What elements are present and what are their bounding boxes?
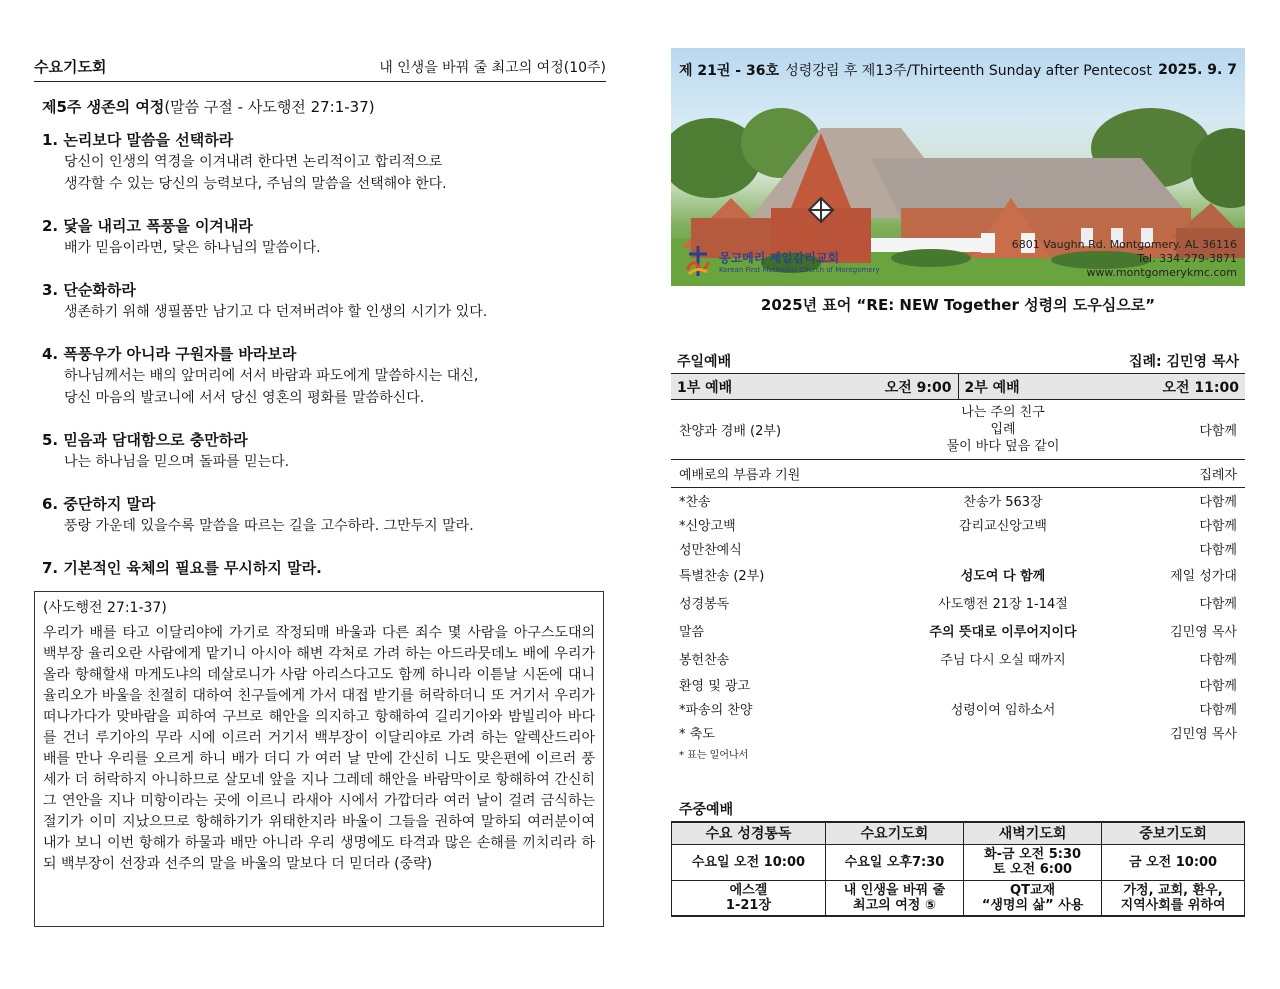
second-service	[958, 374, 1246, 399]
point-heading: 7. 기본적인 육체의 필요를 무시하지 말라.	[42, 559, 322, 577]
first-service-time: 오전 9:00	[884, 379, 952, 396]
praise-songs	[879, 404, 1127, 455]
order-who: 다함께	[1199, 494, 1237, 510]
table-cell: 수요일 오후7:30	[825, 844, 963, 880]
weekday-worship-title: 주중예배	[679, 802, 734, 818]
sermon-point	[42, 429, 606, 473]
order-content: 감리교신앙고백	[959, 518, 1047, 534]
point-body-line: 나는 하나님을 믿으며 돌파를 믿는다.	[64, 454, 290, 470]
order-who: 제일 성가대	[1170, 568, 1237, 584]
order-content: 사도행전 21장 1-14절	[938, 596, 1068, 612]
lesson-name: 제5주 생존의 여정	[42, 98, 165, 116]
order-item: *찬송	[679, 494, 711, 510]
call-to-worship-row	[671, 460, 1245, 488]
table-cell: 수요일 오전 10:00	[672, 844, 826, 880]
order-row	[671, 616, 1245, 644]
point-body-line: 하나님께서는 배의 앞머리에 서서 바람과 파도에게 말씀하시는 대신,	[64, 368, 479, 384]
order-row	[671, 696, 1245, 720]
praise-song: 입례	[990, 422, 1016, 437]
bulletin-date: 2025. 9. 7	[1158, 62, 1237, 78]
wednesday-prayer-page	[34, 48, 606, 599]
order-item: 성경봉독	[679, 596, 730, 612]
weekday-time-row	[672, 844, 1245, 880]
order-row	[671, 512, 1245, 536]
table-header: 중보기도회	[1102, 822, 1245, 844]
table-cell: 금 오전 10:00	[1102, 844, 1245, 880]
point-heading: 2. 닻을 내리고 폭풍을 이겨내라	[42, 217, 253, 235]
point-heading: 3. 단순화하라	[42, 281, 136, 299]
sermon-point	[42, 279, 606, 323]
left-header	[34, 48, 606, 82]
table-header: 새벽기도회	[964, 822, 1102, 844]
second-service-label: 2부 예배	[964, 379, 1020, 396]
table-cell: 에스겔 1-21장	[672, 880, 826, 916]
first-service-label: 1부 예배	[677, 379, 733, 396]
order-item: * 축도	[679, 726, 715, 742]
table-cell: 가정, 교회, 환우, 지역사회를 위하여	[1102, 880, 1245, 916]
service-times-row	[671, 374, 1245, 400]
order-content: 주의 뜻대로 이루어지이다	[929, 624, 1077, 640]
order-who: 다함께	[1199, 702, 1237, 718]
presider: 집례: 김민영 목사	[1128, 354, 1239, 370]
order-row	[671, 644, 1245, 672]
order-row	[671, 720, 1245, 744]
order-who: 집례자	[1199, 468, 1237, 483]
cover-banner	[671, 48, 1245, 286]
worship-order	[671, 400, 1245, 761]
sermon-point	[42, 343, 606, 409]
point-heading: 6. 중단하지 말라	[42, 495, 156, 513]
order-who: 김민영 목사	[1170, 624, 1237, 640]
weekday-header-row	[672, 822, 1245, 844]
order-item: 찬양과 경배 (2부)	[679, 424, 782, 439]
bulletin-cover-page	[671, 48, 1245, 917]
order-item: 성만찬예식	[679, 542, 742, 558]
order-item: 환영 및 광고	[679, 678, 751, 694]
table-header: 수요 성경통독	[672, 822, 826, 844]
order-content: 주님 다시 오실 때까지	[940, 652, 1066, 668]
weekday-detail-row	[672, 880, 1245, 916]
order-row	[671, 488, 1245, 512]
order-item: 예배로의 부름과 기원	[679, 468, 801, 483]
scripture-box	[34, 591, 604, 927]
point-heading: 1. 논리보다 말씀을 선택하라	[42, 131, 234, 149]
point-body-line: 배가 믿음이라면, 닻은 하나님의 말씀이다.	[64, 240, 321, 256]
praise-song: 나는 주의 친구	[961, 405, 1045, 420]
scripture-ref: (사도행전 27:1-37)	[43, 600, 167, 616]
cover-header-bar	[671, 48, 1245, 92]
standing-note: * 표는 일어나서	[679, 750, 749, 761]
lesson-ref: (말씀 구절 - 사도행전 27:1-37)	[164, 98, 375, 116]
point-heading: 4. 폭풍우가 아니라 구원자를 바라보라	[42, 345, 297, 363]
order-who: 다함께	[1199, 596, 1237, 612]
sermon-point	[42, 493, 606, 537]
point-body-line: 당신 마음의 발코니에 서서 당신 영혼의 평화를 말씀하신다.	[64, 390, 425, 406]
point-heading: 5. 믿음과 담대함으로 충만하라	[42, 431, 248, 449]
table-cell: QT교재 “생명의 삶” 사용	[964, 880, 1102, 916]
church-contact	[1012, 238, 1237, 280]
weekday-worship-table	[671, 821, 1245, 917]
order-who: 다함께	[1199, 678, 1237, 694]
point-body-line: 풍랑 가운데 있을수록 말씀을 따르는 길을 고수하라. 그만두지 말라.	[64, 518, 474, 534]
sunday-worship-header	[671, 351, 1245, 374]
scripture-text: 우리가 배를 타고 이달리야에 가기로 작정되매 바울과 다른 죄수 몇 사람을 아구스도대의 백부장 율리오란 사람에게 맡기니 아시아 해변 각처로 가려 하는 아드라뭇데노 배에 우리가 올라 항해할새 마게도냐의 데살로니가 사람 아리스다고도 함께 하니라 이튿날 시돈에 대니 율리오가 바울을 친절히 대하여 친구들에게 가서 대접 받기를 허락하더니 또 거기서 우리가 떠나가다가 맞바람을 피하여 구브로 해안을 의지하고 항해하여 길리기아와 밤빌리아 바다를 건너 루기아의 무라 시에 이르러 거기서 백부장이 이달리야로 가려 하는 알렉산드리아 배를 만나 우리를 오르게 하니 배가 더디 가 여러 날 만에 간신히 니도 맞은편에 이르러 풍세가 더 허락하지 아니하므로 살모네 앞을 지나 그레데 해안을 바람막이로 항해하여 간신히 그 연안을 지나 미항이라는 곳에 이르니 라새아 시에서 가깝더라 여러 날이 걸려 금식하는 절기가 이미 지났으므로 항해하기가 위태한지라 바울이 그들을 권하여 말하되 여러분이여 내가 보니 이번 항해가 하물과 배만 아니라 우리 생명에도 타격과 많은 손해를 끼치리라 하되 백부장이 선장과 선주의 말을 바울의 말보다 더 믿더라 (중략)	[43, 625, 595, 872]
points-list	[42, 129, 606, 579]
church-website: www.montgomerykmc.com	[1086, 266, 1237, 279]
church-logo	[683, 244, 880, 278]
church-english-name: Korean First Methodist Church of Montgomery	[719, 265, 880, 274]
church-address: 6801 Vaughn Rd. Montgomery. AL 36116	[1011, 238, 1237, 251]
order-content: 성도여 다 함께	[960, 568, 1046, 584]
section-title: 수요기도회	[34, 58, 107, 76]
volume-number: 제 21권 - 36호	[679, 63, 779, 79]
praise-song: 물이 바다 덮음 같이	[946, 439, 1060, 454]
order-row	[671, 588, 1245, 616]
sermon-point	[42, 215, 606, 259]
sermon-point	[42, 557, 606, 579]
table-cell: 내 인생을 바꿔 줄 최고의 여정 ⑤	[825, 880, 963, 916]
table-cell: 화-금 오전 5:30 토 오전 6:00	[964, 844, 1102, 880]
order-who: 다함께	[1199, 652, 1237, 668]
order-rows	[671, 488, 1245, 744]
order-who: 다함께	[1199, 518, 1237, 534]
order-who: 다함께	[1199, 542, 1237, 558]
point-body-line: 당신이 인생의 역경을 이겨내려 한다면 논리적이고 합리적으로	[64, 154, 443, 170]
sermon-point	[42, 129, 606, 195]
point-body-line: 생존하기 위해 생필품만 남기고 다 던져버려야 할 인생의 시기가 있다.	[64, 304, 488, 320]
church-korean-name: 몽고메리 제일감리교회	[719, 250, 840, 265]
order-content: 찬송가 563장	[963, 494, 1043, 510]
liturgical-week: 성령강림 후 제13주/Thirteenth Sunday after Pentecost	[785, 63, 1152, 79]
table-header: 수요기도회	[825, 822, 963, 844]
order-item: 말씀	[679, 624, 705, 640]
order-item: 특별찬송 (2부)	[679, 568, 765, 584]
church-phone: Tel. 334-279-3871	[1137, 252, 1237, 265]
cross-flame-icon	[683, 244, 713, 278]
order-row	[671, 536, 1245, 560]
first-service	[671, 374, 958, 399]
lesson-title	[42, 96, 606, 117]
order-row	[671, 560, 1245, 588]
year-motto: 2025년 표어 “RE: NEW Together 성령의 도우심으로”	[760, 296, 1156, 314]
order-content: 성령이여 임하소서	[950, 702, 1056, 718]
praise-row	[671, 400, 1245, 460]
order-item: 봉헌찬송	[679, 652, 730, 668]
order-item: *신앙고백	[679, 518, 736, 534]
order-item: *파송의 찬양	[679, 702, 753, 718]
series-title: 내 인생을 바꿔 줄 최고의 여정(10주)	[379, 60, 606, 76]
sunday-worship-title: 주일예배	[677, 354, 732, 370]
order-who: 김민영 목사	[1170, 726, 1237, 742]
order-who: 다함께	[1199, 424, 1237, 439]
order-row	[671, 672, 1245, 696]
point-body-line: 생각할 수 있는 당신의 능력보다, 주님의 말씀을 선택해야 한다.	[64, 176, 447, 192]
second-service-time: 오전 11:00	[1162, 379, 1239, 396]
